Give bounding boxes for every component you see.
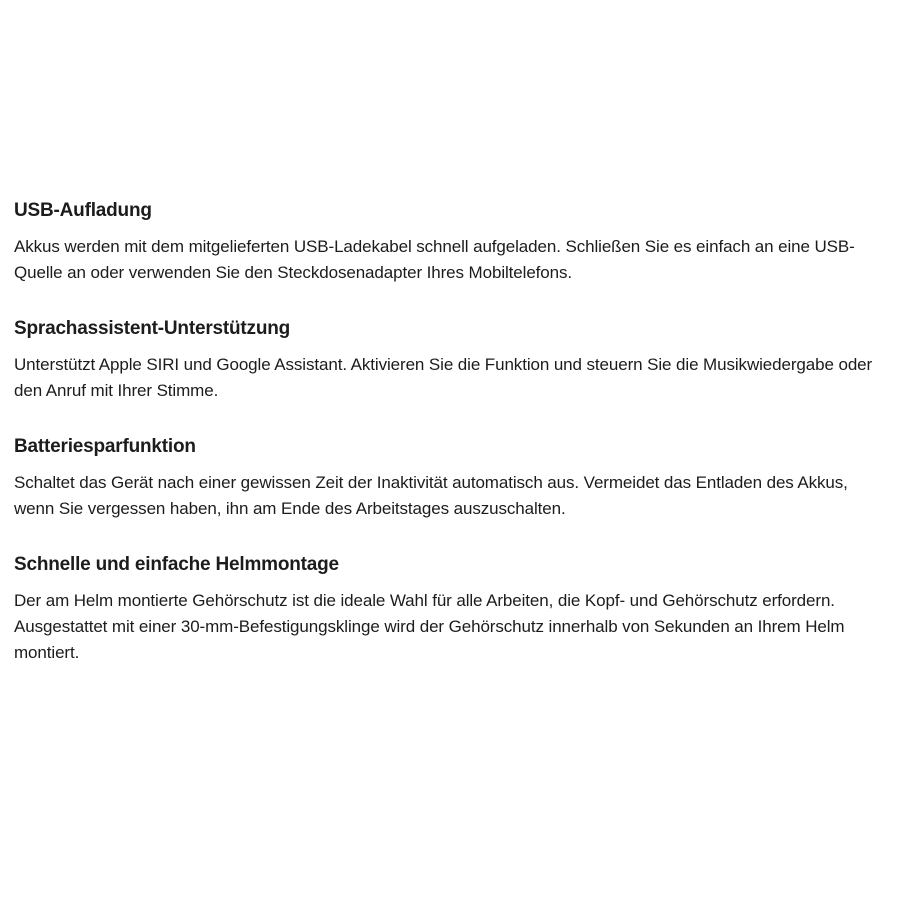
feature-section-helmet-mounting xyxy=(14,550,888,666)
section-body-helmet-mounting: Der am Helm montierte Gehörschutz ist die ideale Wahl für alle Arbeiten, die Kopf- und Gehörschutz erfordern. Ausgestattet mit einer 30-mm-Befestigungsklinge wird der Gehörschutz innerhalb von Sekunden an Ihrem Helm montiert. xyxy=(14,591,845,662)
feature-section-battery-saver xyxy=(14,432,888,522)
section-body-voice-assistant: Unterstützt Apple SIRI und Google Assistant. Aktivieren Sie die Funktion und steuern Sie die Musikwiedergabe oder den Anruf mit Ihrer Stimme. xyxy=(14,355,873,400)
feature-section-usb-charging xyxy=(14,196,888,286)
section-heading-helmet-mounting: Schnelle und einfache Helmmontage xyxy=(14,554,339,575)
section-heading-voice-assistant: Sprachassistent-Unterstützung xyxy=(14,318,291,339)
feature-section-voice-assistant xyxy=(14,314,888,404)
section-body-usb-charging: Akkus werden mit dem mitgelieferten USB-Ladekabel schnell aufgeladen. Schließen Sie es einfach an eine USB-Quelle an oder verwenden Sie den Steckdosenadapter Ihres Mobiltelefons. xyxy=(14,237,855,282)
section-heading-battery-saver: Batteriesparfunktion xyxy=(14,436,196,457)
section-heading-usb-charging: USB-Aufladung xyxy=(14,200,152,221)
section-body-battery-saver: Schaltet das Gerät nach einer gewissen Zeit der Inaktivität automatisch aus. Vermeidet das Entladen des Akkus, wenn Sie vergessen haben, ihn am Ende des Arbeitstages auszuschalten. xyxy=(14,473,848,518)
